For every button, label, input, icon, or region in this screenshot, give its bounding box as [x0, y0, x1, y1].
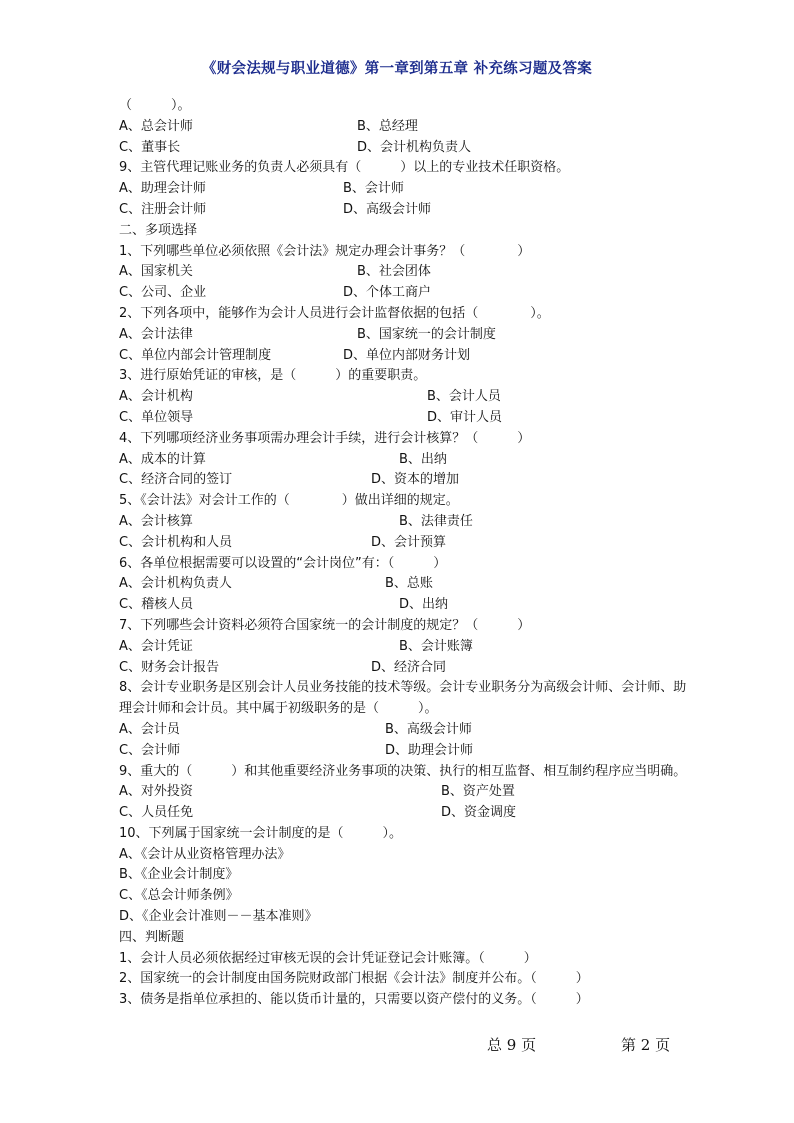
option-row [119, 741, 689, 762]
option-right: B、总账 [385, 576, 433, 592]
option-row [119, 533, 689, 554]
option-right: B、法律责任 [399, 513, 473, 529]
option-right: D、会计机构负责人 [357, 139, 472, 155]
document-body [119, 96, 689, 1011]
text-line: 7、下列哪些会计资料必须符合国家统一的会计制度的规定？（ ） [119, 617, 531, 633]
text-line: 1、会计人员必须依据经过审核无误的会计凭证登记会计账簿。（ ） [119, 950, 537, 966]
option-row [119, 387, 689, 408]
option-left: C、人员任免 [119, 805, 194, 821]
option-right: D、审计人员 [427, 409, 503, 425]
option-left: A、会计核算 [119, 513, 193, 529]
option-right: B、会计师 [343, 181, 404, 197]
text-line: 3、债务是指单位承担的、能以货币计量的，只需要以资产偿付的义务。（ ） [119, 992, 589, 1008]
option-row [119, 658, 689, 679]
option-right: D、个体工商户 [343, 285, 432, 301]
page-number: 第 2 页 [621, 1036, 671, 1054]
option-right: B、出纳 [399, 451, 447, 467]
option-left: A、会计机构负责人 [119, 576, 232, 592]
text-line: 3、进行原始凭证的审核，是（ ）的重要职责。 [119, 368, 427, 384]
option-right: B、会计账簿 [399, 638, 473, 654]
option-row [119, 450, 689, 471]
option-left: C、经济合同的签订 [119, 472, 233, 488]
option-left: C、会计机构和人员 [119, 534, 233, 550]
option-left: C、稽核人员 [119, 597, 194, 613]
text-line: 2、下列各项中，能够作为会计人员进行会计监督依据的包括（ ）。 [119, 305, 550, 321]
text-line: 四、判断题 [119, 929, 185, 945]
option-left: A、助理会计师 [119, 181, 206, 197]
option-left: A、成本的计算 [119, 451, 206, 467]
text-line: 6、各单位根据需要可以设置的“会计岗位”有：（ ） [119, 555, 447, 571]
option-left: A、总会计师 [119, 118, 193, 134]
option-left: C、单位领导 [119, 409, 194, 425]
option-left: C、会计师 [119, 742, 181, 758]
option-row [119, 512, 689, 533]
option-left: A、会计员 [119, 721, 180, 737]
option-right: B、社会团体 [357, 264, 431, 280]
text-line: 5、《会计法》对会计工作的（ ）做出详细的规定。 [119, 493, 459, 509]
option-right: B、资产处置 [441, 784, 515, 800]
option-row [119, 200, 689, 221]
text-line: 1、下列哪些单位必须依照《会计法》规定办理会计事务？（ ） [119, 243, 531, 259]
text-line: 10、下列属于国家统一会计制度的是（ ）。 [119, 825, 403, 841]
option-left: A、会计法律 [119, 326, 193, 342]
option-row [119, 179, 689, 200]
option-left: C、公司、企业 [119, 285, 207, 301]
option-left: C、注册会计师 [119, 201, 207, 217]
option-right: D、高级会计师 [343, 201, 432, 217]
text-line: 2、国家统一的会计制度由国务院财政部门根据《会计法》制度并公布。（ ） [119, 971, 589, 987]
text-line: 二、多项选择 [119, 222, 198, 238]
option-left: A、会计机构 [119, 389, 193, 405]
option-row [119, 782, 689, 803]
text-line: D、《企业会计准则－－基本准则》 [119, 909, 318, 925]
option-row [119, 803, 689, 824]
option-row [119, 325, 689, 346]
text-line: C、《总会计师条例》 [119, 888, 239, 904]
text-line: B、《企业会计制度》 [119, 867, 239, 883]
question-text-wrapped: 9、重大的（ ）和其他重要经济业务事项的决策、执行的相互监督、相互制约程序应当明确。 [119, 763, 687, 779]
option-row [119, 574, 689, 595]
option-right: B、总经理 [357, 118, 418, 134]
option-right: D、单位内部财务计划 [343, 347, 471, 363]
option-left: C、财务会计报告 [119, 659, 220, 675]
option-right: B、国家统一的会计制度 [357, 326, 496, 342]
option-left: A、国家机关 [119, 264, 193, 280]
page-title: 《财会法规与职业道德》第一章到第五章 补充练习题及答案 [201, 60, 593, 77]
option-row [119, 408, 689, 429]
option-row [119, 346, 689, 367]
option-right: B、高级会计师 [385, 721, 472, 737]
total-pages: 总 9 页 [487, 1036, 537, 1054]
option-row [119, 138, 689, 159]
option-right: B、会计人员 [427, 389, 501, 405]
option-left: A、对外投资 [119, 784, 193, 800]
option-row [119, 117, 689, 138]
option-left: C、单位内部会计管理制度 [119, 347, 272, 363]
option-right: D、资金调度 [441, 805, 517, 821]
option-row [119, 262, 689, 283]
option-right: D、助理会计师 [385, 742, 474, 758]
option-left: A、会计凭证 [119, 638, 193, 654]
option-row [119, 720, 689, 741]
option-right: D、经济合同 [371, 659, 447, 675]
option-right: D、会计预算 [371, 534, 447, 550]
option-left: C、董事长 [119, 139, 181, 155]
option-row [119, 470, 689, 491]
text-line: 9、主管代理记账业务的负责人必须具有（ ）以上的专业技术任职资格。 [119, 160, 570, 176]
text-line: 4、下列哪项经济业务事项需办理会计手续，进行会计核算？（ ） [119, 430, 531, 446]
option-row [119, 283, 689, 304]
question-text-wrapped: 8、会计专业职务是区别会计人员业务技能的技术等级。会计专业职务分为高级会计师、会计师、助理会计师和会计员。其中属于初级职务的是（ ）。 [119, 680, 687, 717]
text-line: A、《会计从业资格管理办法》 [119, 846, 291, 862]
option-row [119, 595, 689, 616]
text-line: （ ）。 [119, 98, 191, 113]
option-right: D、资本的增加 [371, 472, 460, 488]
option-row [119, 637, 689, 658]
option-right: D、出纳 [399, 597, 449, 613]
